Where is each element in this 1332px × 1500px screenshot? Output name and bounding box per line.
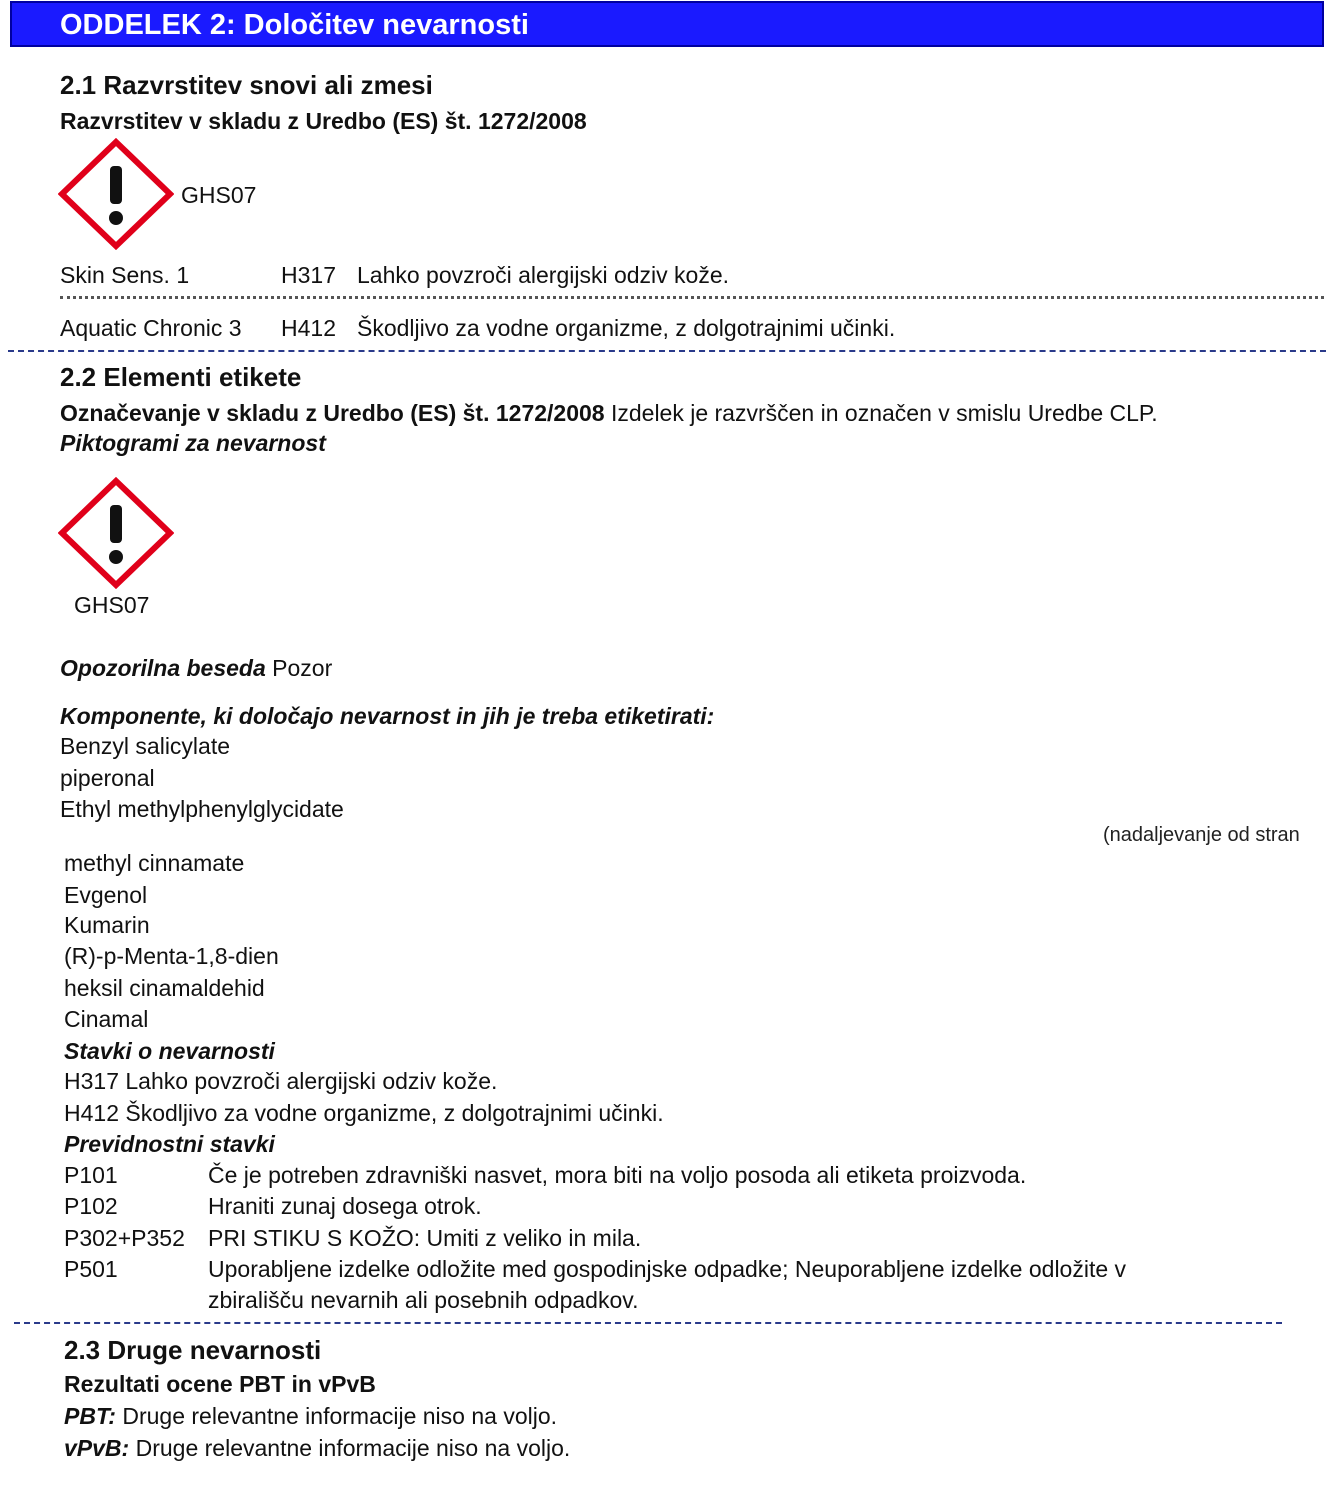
pbt-text: Druge relevantne informacije niso na voljo. [122, 1403, 558, 1429]
precaution-code: P101 [64, 1162, 118, 1188]
section-banner [10, 1, 1324, 47]
code-h412: H412 [281, 315, 336, 341]
component-item: methyl cinnamate [64, 850, 245, 876]
signal-word-label: Opozorilna beseda [60, 655, 266, 681]
component-item: heksil cinamaldehid [64, 975, 265, 1001]
pbt-label: PBT: [64, 1403, 116, 1429]
pictogram-label-1: GHS07 [181, 182, 257, 208]
signal-word-line [60, 654, 332, 682]
ghs07-exclamation-icon [58, 477, 174, 589]
component-item: (R)-p-Menta-1,8-dien [64, 943, 279, 969]
subheading-pbt: Rezultati ocene PBT in vPvB [64, 1371, 376, 1397]
precaution-text: Hraniti zunaj dosega otrok. [208, 1193, 482, 1219]
component-item: Benzyl salicylate [60, 733, 231, 759]
labelling-bold: Označevanje v skladu z Uredbo (ES) št. 1272/2008 [60, 400, 605, 426]
component-item: Ethyl methylphenylglycidate [60, 796, 344, 822]
precaution-code: P302+P352 [64, 1225, 185, 1251]
vpvb-text: Druge relevantne informacije niso na voljo. [135, 1435, 571, 1461]
continuation-note: (nadaljevanje od stran [1103, 824, 1300, 846]
component-item: Evgenol [64, 882, 148, 908]
class-aquatic-chronic: Aquatic Chronic 3 [60, 315, 242, 341]
precaution-text-continued: zbirališču nevarnih ali posebnih odpadkov. [208, 1287, 639, 1313]
subheading-classification: Razvrstitev v skladu z Uredbo (ES) št. 1272/2008 [60, 108, 587, 134]
precaution-text: PRI STIKU S KOŽO: Umiti z veliko in mila. [208, 1225, 642, 1251]
hazard-statement: H317 Lahko povzroči alergijski odziv kože. [64, 1068, 498, 1094]
code-h317: H317 [281, 262, 336, 288]
components-heading: Komponente, ki določajo nevarnost in jih je treba etiketirati: [60, 703, 715, 729]
heading-2-2: 2.2 Elementi etikete [60, 362, 302, 392]
dashed-divider-2 [14, 1322, 1282, 1324]
pbt-line [64, 1402, 557, 1430]
pictograms-heading: Piktogrami za nevarnost [60, 430, 326, 456]
dotted-divider [60, 296, 1324, 299]
labelling-text: Izdelek je razvrščen in označen v smislu Uredbe CLP. [610, 400, 1158, 426]
pictogram-label-2: GHS07 [74, 592, 150, 618]
precaution-code: P501 [64, 1256, 118, 1282]
hazard-statements-heading: Stavki o nevarnosti [64, 1038, 275, 1064]
heading-2-1: 2.1 Razvrstitev snovi ali zmesi [60, 70, 433, 100]
precaution-code: P102 [64, 1193, 118, 1219]
precaution-text: Če je potreben zdravniški nasvet, mora biti na voljo posoda ali etiketa proizvoda. [208, 1162, 1027, 1188]
signal-word: Pozor [272, 655, 333, 681]
precautionary-heading: Previdnostni stavki [64, 1131, 275, 1157]
component-item: Kumarin [64, 912, 150, 938]
class-skin-sens: Skin Sens. 1 [60, 262, 190, 288]
text-h412: Škodljivo za vodne organizme, z dolgotrajnimi učinki. [357, 315, 896, 341]
dashed-divider-1 [8, 350, 1326, 352]
component-item: Cinamal [64, 1006, 149, 1032]
ghs07-exclamation-icon [58, 138, 174, 250]
vpvb-label: vPvB: [64, 1435, 130, 1461]
section-title: ODDELEK 2: Določitev nevarnosti [60, 9, 529, 41]
precaution-text: Uporabljene izdelke odložite med gospodinjske odpadke; Neuporabljene izdelke odložite v [208, 1256, 1127, 1282]
vpvb-line [64, 1434, 570, 1462]
text-h317: Lahko povzroči alergijski odziv kože. [357, 262, 730, 288]
hazard-statement: H412 Škodljivo za vodne organizme, z dolgotrajnimi učinki. [64, 1100, 664, 1126]
component-item: piperonal [60, 765, 155, 791]
labelling-line [60, 399, 1158, 427]
heading-2-3: 2.3 Druge nevarnosti [64, 1335, 322, 1365]
